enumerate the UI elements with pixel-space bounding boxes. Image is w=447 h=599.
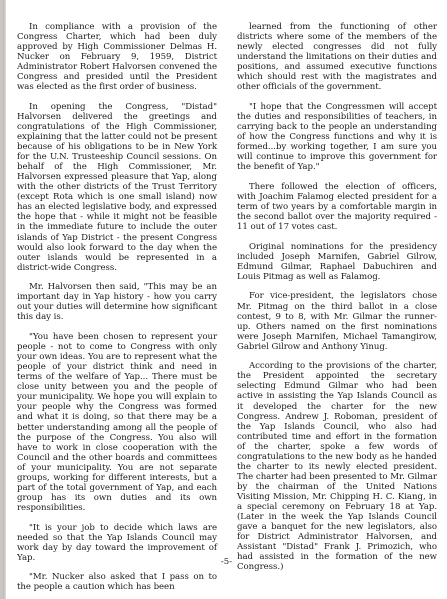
page-binding-edge <box>3 0 6 599</box>
paragraph: In opening the Congress, "Distad" Halvorsen delivered the greetings and congratulations of the High Commissioner, explaining that the latter could not be present because of his obligations to be in New York for the U.N. Trusteeship Council sessions. On behalf of the High Commissioner, Mr. Halvorsen expressed pleasure that Yap, along with the other districts of the Trust Territory (except Rota which is one small island) now has an elected legislative body, and expressed the hope that - while it might not be feasible in the immediate future to include the outer islands of Yap District - the present Congress would also look forward to the day when the outer islands would be represented in a district-wide Congress. <box>17 101 217 273</box>
paragraph: learned from the functioning of other districts where some of the members of the newly elected congresses did not fully understand the limitations on their duties and positions, and assumed executive functions which should rest with the magistrates and other officials of the government. <box>237 22 437 93</box>
paragraph: Mr. Halvorsen then said, "This may be an important day in Yap history - how you carry out your duties will determine how significant this day is. <box>17 282 217 323</box>
paragraph: "I hope that the Congressmen will accept the duties and responsibilities of teachers, in carrying back to the people an understanding of how the Congress functions and why it is formed...by working together, I am sure you will continue to improve this government for the benefit of Yap." <box>237 101 437 173</box>
paragraph: There followed the election of officers, with Joachim Falamog elected president for a term of two years by a comfortable margin in the second ballot over the majority required - 11 out of 17 votes cast. <box>237 181 437 233</box>
paragraph: In compliance with a provision of the Congress Charter, which had been duly approved by High Commissioner Delmas H. Nucker on February 9, 1959, District Administrator Robert Halvorsen convened the Congress and presided until the President was elected as the first order of business. <box>17 22 217 93</box>
left-column <box>17 22 217 592</box>
paragraph: For vice-president, the legislators chose Mr. Pitmag on the third ballot in a close contest, 9 to 8, with Mr. Gilmar the runner-up. Others named on the first nominations were Joseph Marnifen, Michael Tamangirow, Gabriel Gilrow and Anthony Yinug. <box>237 291 437 352</box>
paragraph: Original nominations for the presidency included Joseph Marnifen, Gabriel Gilrow, Edmund Gilmar, Raphael Dabuchiren and Louis Pitmag as well as Falamog. <box>237 241 437 282</box>
paragraph: According to the provisions of the charter, the President appointed the secretary selecting Edmund Gilmar who had been active in assisting the Yap Islands Council as it developed the charter for the new Congress. Andrew J. Roboman, president of the Yap Islands Council, who also had contributed time and effort in the formation of the charter, spoke a few words of congratulations to the new body as he handed the charter to its newly elected president. The charter had been presented to Mr. Gilmar by the chairman of the United Nations Visiting Mission, Mr. Chipping H. C. Kiang, in a special ceremony on February 18 at Yap. (Later in the week the Yap Islands Council gave a banquet for the new legislators, also for District Administrator Halvorsen, and Assistant "Distad" Frank J. Primozich, who had assisted in the formation of the new Congress.) <box>237 361 437 573</box>
right-column <box>237 22 437 572</box>
paragraph: "It is your job to decide which laws are needed so that the Yap Islands Council may work day by day toward the improvement of Yap. <box>17 522 217 563</box>
paragraph: "Mr. Nucker also asked that I pass on to the people a caution which has been <box>17 572 217 593</box>
page-number: -5- <box>220 557 233 567</box>
paragraph: "You have been chosen to represent your people - not to come to Congress with only your own ideas. You are to represent what the people of your district think and need in terms of the welfare of Yap... There must be close unity between you and the people of your municipality. We hope you will explain to your people why the Congress was formed and what it is doing, so that there may be a better understanding among all the people of the purpose of the Congress. You also will have to work in close cooperation with the Council and the other boards and committees of your municipality. You are not separate groups, working for different interests, but a part of the total government of Yap, and each group has its own duties and its own responsibilities. <box>17 332 217 513</box>
